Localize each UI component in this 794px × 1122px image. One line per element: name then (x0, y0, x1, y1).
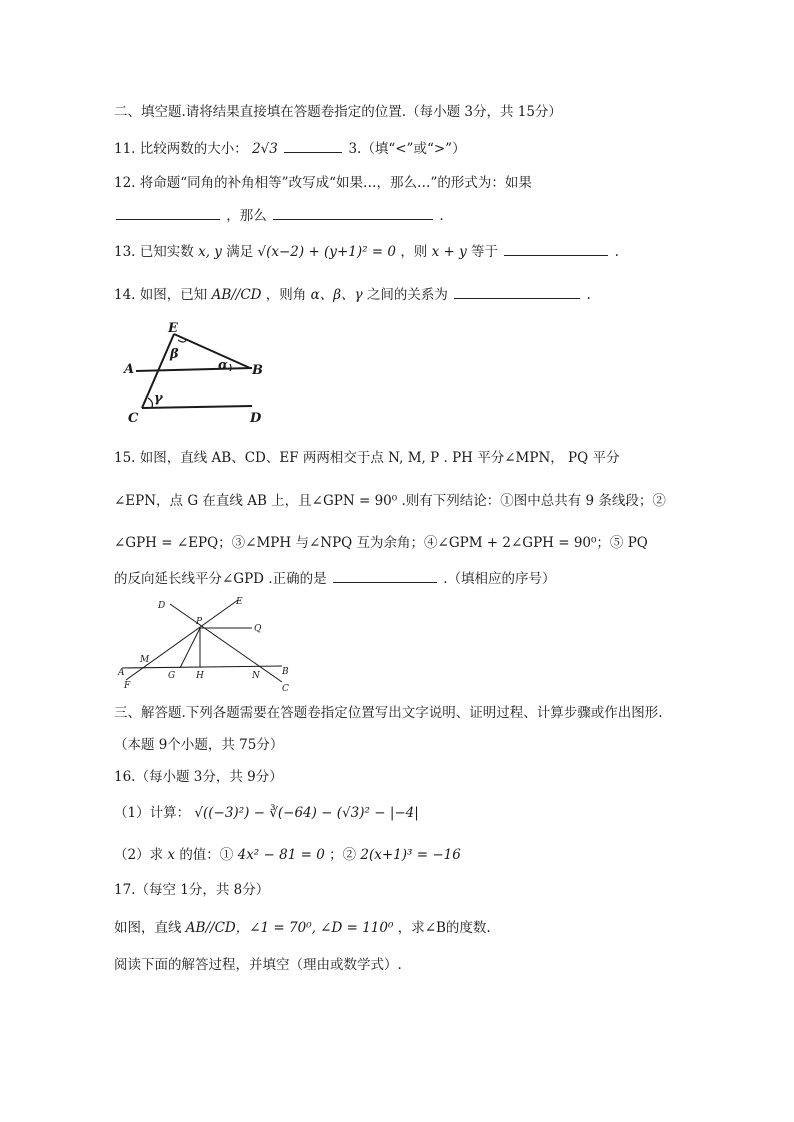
q14-arc-gamma (148, 398, 153, 407)
q14-end: . (586, 287, 591, 303)
q17-text-1c: ，求∠B的度数. (397, 920, 491, 936)
q16-part2-label: （2）求 (114, 847, 164, 863)
q16-part1-expression: √((−3)²) − ∛(−64) − (√3)² − |−4| (194, 805, 419, 821)
q17-text-1a: 如图，直线 (114, 920, 182, 936)
q15-label-d: D (158, 601, 166, 611)
question-17-line2: 阅读下面的解答过程，并填空（理由或数学式）. (114, 957, 402, 973)
q15-label-m: M (140, 655, 150, 665)
section3-header: 三、解答题.下列各题需要在答题卷指定位置写出文字说明、证明过程、计算步骤或作出图形. (114, 705, 663, 721)
q15-figure (112, 594, 302, 694)
q15-label-h: H (196, 671, 204, 681)
section2-header: 二、填空题.请将结果直接填在答题卷指定的位置.（每小题 3分，共 15分） (114, 104, 562, 120)
question-12-line1 (114, 173, 532, 193)
q12-number: 12. (114, 175, 136, 191)
q13-text-2: 满足 (226, 244, 254, 260)
q15-label-c: C (282, 684, 289, 694)
q15-label-a: A (118, 668, 125, 678)
q14-label-alpha: α (218, 358, 229, 373)
q13-text: 已知实数 (139, 244, 194, 260)
q14-answer-blank[interactable] (454, 284, 580, 299)
q15-line-dc (170, 604, 282, 682)
q13-text-4: 等于 (471, 244, 499, 260)
q13-vars: x, y (198, 244, 222, 260)
q12-text: 将命题“同角的补角相等”改写成“如果…，那么…”的形式为：如果 (139, 175, 532, 191)
question-16-part2 (114, 845, 461, 865)
q14-text-2: ，则角 (265, 287, 307, 303)
question-14 (114, 284, 591, 305)
q12-answer-blank-1[interactable] (116, 205, 220, 220)
q15-label-f: F (124, 681, 131, 691)
q14-expression: AB//CD (211, 287, 262, 303)
q16-part2-variable: x (167, 847, 176, 863)
q16-part1-label: （1）计算： (114, 805, 191, 821)
question-11 (114, 138, 466, 159)
q16-part2-separator: ；② (329, 847, 357, 863)
q11-text-2: 3.（填“<”或“>”） (348, 141, 466, 157)
q13-text-3: ，则 (400, 244, 428, 260)
q15-label-p: P (196, 617, 203, 627)
q11-text: 比较两数的大小： (139, 141, 248, 157)
q15-label-e: E (236, 597, 243, 607)
q15-label-b: B (282, 667, 289, 677)
q15-answer-blank[interactable] (333, 568, 437, 583)
question-17-line1 (114, 918, 491, 938)
q13-answer-blank[interactable] (504, 241, 608, 256)
q14-arc-beta (178, 340, 186, 342)
q14-label-d: D (250, 411, 262, 426)
q12-answer-blank-2[interactable] (273, 205, 433, 220)
q12-text-3: . (439, 208, 444, 224)
q15-text-4b: .（填相应的序号） (443, 571, 556, 587)
q17-expression: AB//CD，∠1 = 70⁰, ∠D = 110⁰ (185, 920, 394, 936)
q13-end: . (614, 244, 619, 260)
q14-text-3: 之间的关系为 (366, 287, 448, 303)
question-17-header: 17.（每空 1分，共 8分） (114, 882, 270, 898)
q14-label-b: B (252, 363, 263, 378)
q12-text-2: ，那么 (226, 208, 267, 224)
q11-expression: 2√3 (252, 141, 278, 157)
q14-arc-alpha (230, 364, 231, 371)
q14-label-gamma: γ (154, 391, 163, 406)
question-16-part1 (114, 803, 419, 823)
question-12-line2 (114, 205, 444, 226)
q14-label-beta: β (170, 347, 179, 362)
q16-part2-equation-1: 4x² − 81 = 0 (237, 847, 325, 863)
question-15-line2: ∠EPN，点 G 在直线 AB 上，且∠GPN = 90⁰ .则有下列结论：①图中总共有 9 条线段；② (114, 493, 666, 509)
q11-number: 11. (114, 141, 136, 157)
q14-label-a: A (124, 362, 135, 377)
q14-label-c: C (128, 411, 139, 426)
q14-line-cd (142, 406, 252, 408)
q15-label-n: N (252, 671, 260, 681)
question-15-line1: 15. 如图，直线 AB、CD、EF 两两相交于点 N, M, P . PH 平分∠MPN， PQ 平分 (114, 450, 620, 466)
q15-label-q: Q (254, 624, 262, 634)
q14-line-eb (174, 334, 250, 368)
q14-figure (118, 318, 278, 430)
question-16-header: 16.（每小题 3分，共 9分） (114, 769, 283, 785)
q14-greek: α、β、γ (310, 287, 363, 303)
q13-expression-2: x + y (431, 244, 467, 260)
q14-text: 如图，已知 (139, 287, 208, 303)
question-15-line3: ∠GPH = ∠EPQ；③∠MPH 与∠NPQ 互为余角；④∠GPM + 2∠GPH = 90⁰；⑤ PQ (114, 535, 648, 551)
q13-number: 13. (114, 244, 136, 260)
q14-number: 14. (114, 287, 136, 303)
q13-expression: √(x−2) + (y+1)² = 0 (257, 244, 397, 260)
q11-answer-blank[interactable] (284, 138, 342, 153)
q16-part2-text: 的值：① (179, 847, 234, 863)
section3-subheader: （本题 9个小题，共 75分） (114, 737, 284, 753)
q14-line-ab (136, 368, 252, 371)
q15-label-g: G (168, 671, 176, 681)
q14-label-e: E (168, 321, 178, 336)
question-13 (114, 241, 619, 262)
question-15-line4 (114, 568, 555, 589)
q16-part2-equation-2: 2(x+1)³ = −16 (360, 847, 461, 863)
q15-text-4a: 的反向延长线平分∠GPD .正确的是 (114, 571, 327, 587)
